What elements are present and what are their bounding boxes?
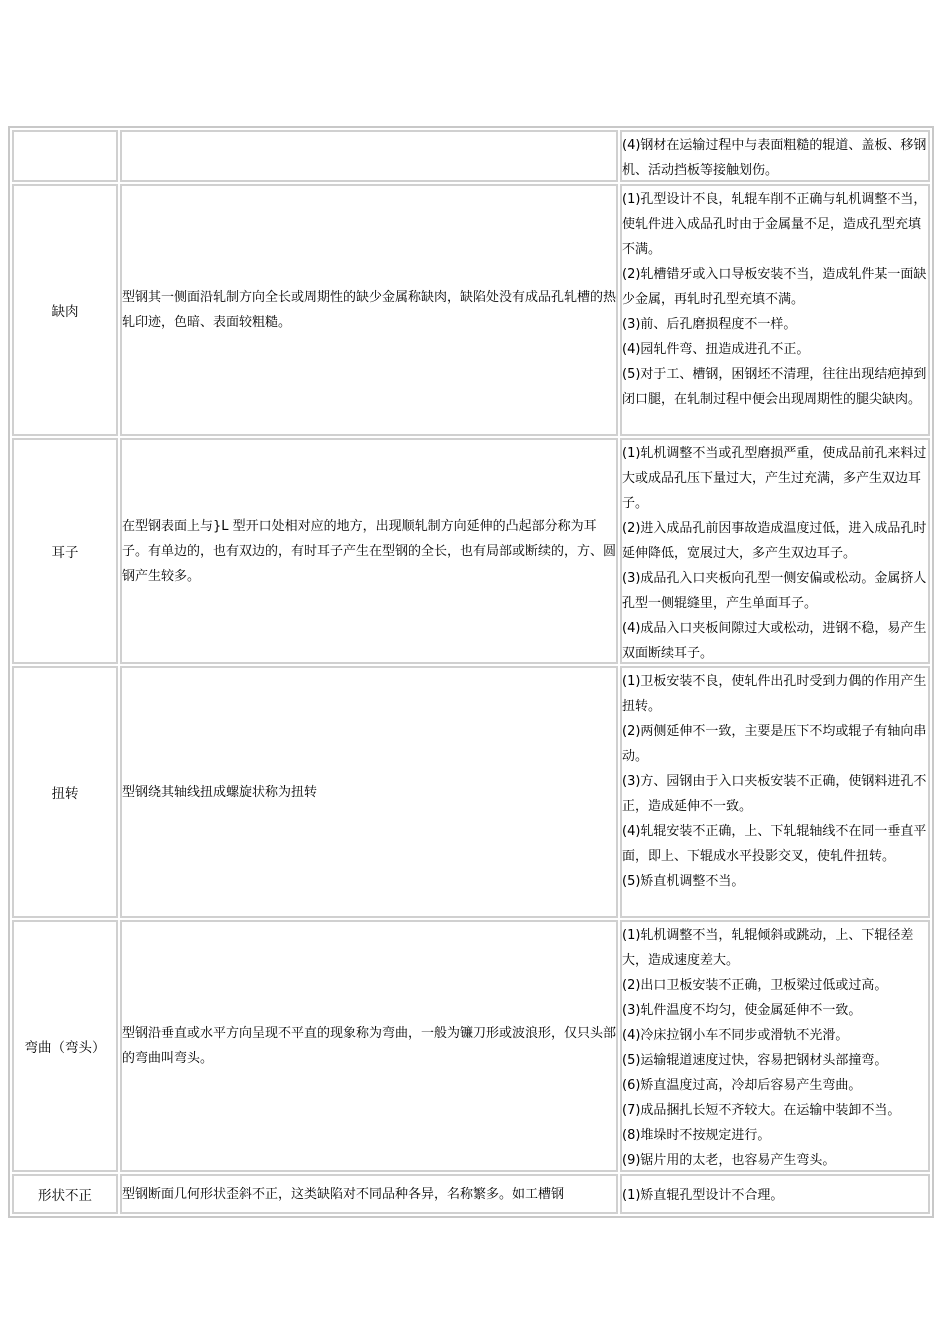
cause-list [622,1182,928,1208]
cause-list [622,186,928,412]
defect-causes-cell [620,920,930,1172]
table-row [10,1174,932,1214]
cause-item: (3)方、园钢由于入口夹板安装不正确，使钢料进孔不正，造成延伸不一致。 [622,774,927,814]
table-row [10,130,932,182]
defect-description-cell [120,1174,618,1214]
table-row [10,666,932,918]
cause-item: (9)锯片用的太老，也容易产生弯头。 [622,1153,836,1168]
defect-name: 弯曲（弯头） [24,1040,106,1056]
cause-list [622,668,928,894]
defect-description: 型钢绕其轴线扭成螺旋状称为扭转 [122,784,318,800]
defect-name-cell [12,130,118,182]
cause-item: (4)轧辊安装不正确，上、下轧辊轴线不在同一垂直平面，即上、下辊成水平投影交叉，使轧件扭转。 [622,824,927,864]
cause-item: (8)堆垛时不按规定进行。 [622,1128,771,1143]
cause-list [622,922,928,1172]
defect-causes-cell [620,130,930,182]
defect-description: 型钢其一侧面沿轧制方向全长或周期性的缺少金属称缺肉，缺陷处没有成品孔轧槽的热轧印迹，色暗、表面较粗糙。 [122,290,617,330]
cause-item: (4)冷床拉钢小车不同步或滑轨不光滑。 [622,1028,849,1043]
defect-name-cell [12,920,118,1172]
defect-causes-cell [620,1174,930,1214]
defect-name-cell [12,1174,118,1214]
table-row [10,184,932,436]
cause-item: (1)轧机调整不当，轧辊倾斜或跳动，上、下辊径差大，造成速度差大。 [622,928,914,968]
table-row [10,920,932,1172]
cause-item: (5)矫直机调整不当。 [622,874,745,889]
cause-item: (2)轧槽错牙或入口导板安装不当，造成轧件某一面缺少金属，再轧时孔型充填不满。 [622,267,927,307]
cause-item: (5)对于工、槽钢，困钢坯不清理，往往出现结疤掉到闭口腿，在轧制过程中便会出现周期性的腿尖缺肉。 [622,367,927,407]
defect-name-cell [12,666,118,918]
cause-list [622,440,928,664]
defect-description: 型钢沿垂直或水平方向呈现不平直的现象称为弯曲，一般为镰刀形或波浪形，仅只头部的弯曲叫弯头。 [122,1026,617,1066]
defect-description-cell [120,130,618,182]
cause-item: (6)矫直温度过高，冷却后容易产生弯曲。 [622,1078,862,1093]
defect-name: 扭转 [51,786,79,802]
cause-item: (1)矫直辊孔型设计不合理。 [622,1188,784,1203]
cause-item: (1)孔型设计不良，轧辊车削不正确与轧机调整不当，使轧件进入成品孔时由于金属量不足，造成孔型充填不满。 [622,192,927,257]
defect-description: 在型钢表面上与}L 型开口处相对应的地方，出现顺轧制方向延伸的凸起部分称为耳子。有单边的，也有双边的，有时耳子产生在型钢的全长，也有局部或断续的，方、圆钢产生较多。 [122,518,617,584]
defect-description: 型钢断面几何形状歪斜不正，这类缺陷对不同品种各异，名称繁多。如工槽钢 [122,1187,565,1202]
cause-item: (4)钢材在运输过程中与表面粗糙的辊道、盖板、移钢机、活动挡板等接触划伤。 [622,138,927,178]
cause-list [622,132,928,182]
defect-table [8,126,934,1218]
defect-name: 缺肉 [51,304,79,320]
cause-item: (2)出口卫板安装不正确，卫板梁过低或过高。 [622,978,888,993]
defect-name-cell [12,438,118,664]
defect-causes-cell [620,438,930,664]
defect-causes-cell [620,666,930,918]
defect-description-cell [120,666,618,918]
defect-description-cell [120,920,618,1172]
cause-item: (7)成品捆扎长短不齐较大。在运输中装卸不当。 [622,1103,901,1118]
table-row [10,438,932,664]
cause-item: (1)轧机调整不当或孔型磨损严重，使成品前孔来料过大或成品孔压下量过大，产生过充满，多产生双边耳子。 [622,446,927,511]
cause-item: (5)运输辊道速度过快，容易把钢材头部撞弯。 [622,1053,888,1068]
cause-item: (2)两侧延伸不一致，主要是压下不均或辊子有轴向串动。 [622,724,927,764]
defect-name: 耳子 [51,545,79,561]
cause-item: (4)园轧件弯、扭造成进孔不正。 [622,342,810,357]
cause-item: (3)轧件温度不均匀，使金属延伸不一致。 [622,1003,862,1018]
defect-name-cell [12,184,118,436]
cause-item: (3)成品孔入口夹板向孔型一侧安偏或松动。金属挤人孔型一侧辊缝里，产生单面耳子。 [622,571,927,611]
defect-causes-cell [620,184,930,436]
defect-description-cell [120,184,618,436]
cause-item: (3)前、后孔磨损程度不一样。 [622,317,797,332]
cause-item: (2)进入成品孔前因事故造成温度过低，进入成品孔时延伸降低，宽展过大，多产生双边耳子。 [622,521,927,561]
defect-name: 形状不正 [38,1188,92,1204]
cause-item: (4)成品入口夹板间隙过大或松动，进钢不稳，易产生双面断续耳子。 [622,621,927,661]
cause-item: (1)卫板安装不良，使轧件出孔时受到力偶的作用产生扭转。 [622,674,927,714]
defect-description-cell [120,438,618,664]
